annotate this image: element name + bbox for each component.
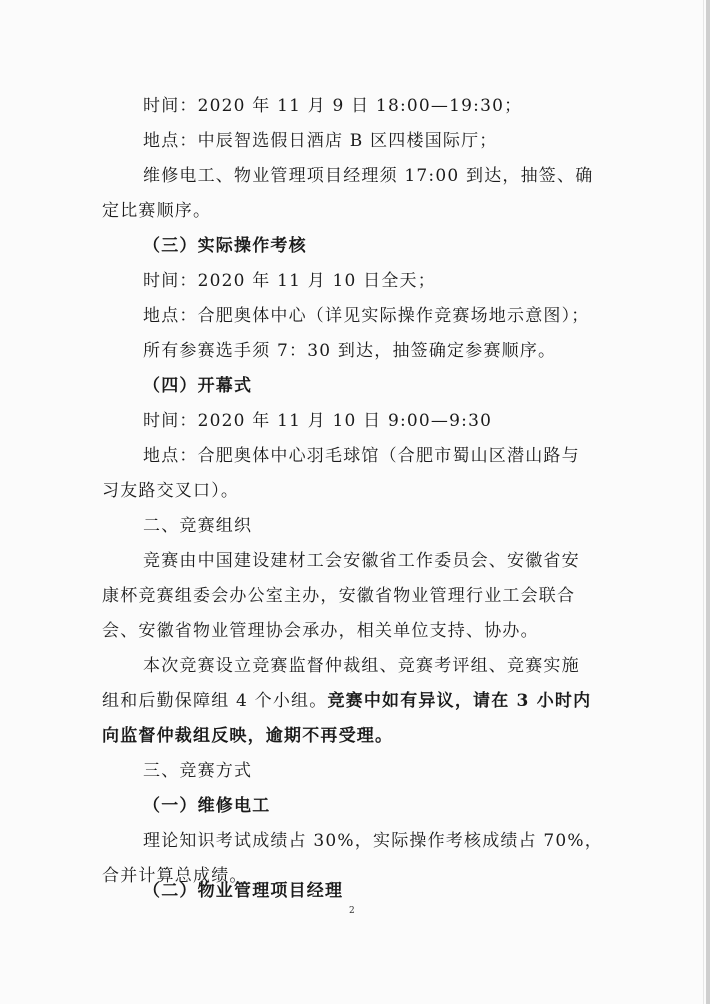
section-heading-organization: 二、竞赛组织 <box>143 516 253 536</box>
page-edge-line <box>703 0 704 1004</box>
practical-time-line: 时间：2020 年 11 月 10 日全天； <box>143 271 436 291</box>
groups-para-bold: 竞赛中如有异议，请在 3 小时内 <box>327 691 592 711</box>
page-edge <box>706 0 710 1004</box>
groups-para-line-2 <box>102 690 591 712</box>
groups-para-line-1: 本次竞赛设立竞赛监督仲裁组、竞赛考评组、竞赛实施 <box>143 656 580 676</box>
meeting-time-line: 时间：2020 年 11 月 9 日 18:00—19:30； <box>143 96 523 116</box>
arrival-instruction-cont: 定比赛顺序。 <box>102 201 212 221</box>
groups-para-line-3: 向监督仲裁组反映，逾期不再受理。 <box>102 726 394 746</box>
arrival-instruction-line: 维修电工、物业管理项目经理须 17:00 到达，抽签、确 <box>143 166 594 186</box>
subheading-property-manager: （二）物业管理项目经理 <box>143 881 344 901</box>
practical-location-line: 地点：合肥奥体中心（详见实际操作竞赛场地示意图）； <box>143 306 590 326</box>
organization-para-line-1: 竞赛由中国建设建材工会安徽省工作委员会、安徽省安 <box>143 551 580 571</box>
opening-location-cont: 习友路交叉口）。 <box>102 481 240 501</box>
section-heading-practical: （三）实际操作考核 <box>143 236 307 256</box>
organization-para-line-3: 会、安徽省物业管理协会承办，相关单位支持、协办。 <box>102 621 539 641</box>
opening-time-line: 时间：2020 年 11 月 10 日 9:00—9:30 <box>143 411 493 431</box>
section-heading-opening: （四）开幕式 <box>143 376 253 396</box>
practical-arrival-line: 所有参赛选手须 7：30 到达，抽签确定参赛顺序。 <box>143 341 557 361</box>
subheading-electrician: （一）维修电工 <box>143 796 271 816</box>
organization-para-line-2: 康杯竞赛组委会办公室主办，安徽省物业管理行业工会联合 <box>102 586 576 606</box>
scoring-line-2: 合并计算总成绩。 <box>102 866 248 886</box>
opening-location-line: 地点：合肥奥体中心羽毛球馆（合肥市蜀山区潜山路与 <box>143 446 580 466</box>
meeting-location-line: 地点：中辰智选假日酒店 B 区四楼国际厅； <box>143 131 498 151</box>
section-heading-method: 三、竞赛方式 <box>143 761 253 781</box>
page-number: 2 <box>349 906 355 916</box>
scoring-line-1: 理论知识考试成绩占 30%，实际操作考核成绩占 70%， <box>143 831 603 851</box>
groups-para-plain: 组和后勤保障组 4 个小组。 <box>102 691 328 711</box>
